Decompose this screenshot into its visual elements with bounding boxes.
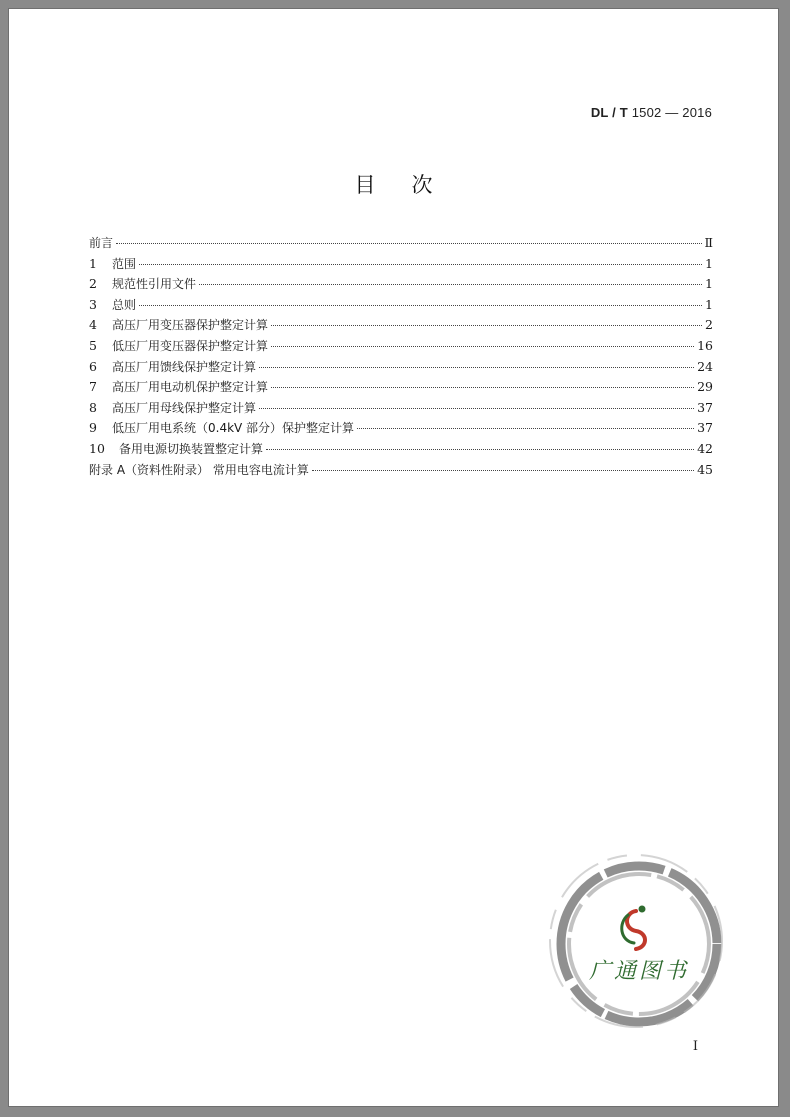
- toc-entry-page: 1: [705, 296, 713, 312]
- toc-entry-number: 7: [89, 379, 97, 395]
- toc-entry-number: 8: [89, 399, 97, 415]
- toc-entry-label: 低压厂用电系统（0.4kV 部分）保护整定计算: [112, 421, 355, 436]
- toc-leader-dots: [259, 408, 694, 409]
- toc-entry-page: Ⅱ: [704, 235, 713, 250]
- toc-leader-dots: [312, 470, 694, 471]
- toc-entry-number: 3: [89, 296, 97, 312]
- toc-entry-label: 前言: [89, 236, 114, 250]
- toc-entry-page: 24: [697, 358, 713, 374]
- toc-leader-dots: [116, 243, 701, 244]
- toc-entry-number: 10: [89, 440, 105, 456]
- publisher-seal: [544, 849, 734, 1039]
- toc-entry-page: 37: [697, 420, 713, 436]
- table-of-contents: [89, 234, 713, 481]
- standard-code: [591, 105, 712, 120]
- toc-entry[interactable]: [89, 296, 713, 317]
- toc-leader-dots: [139, 264, 702, 265]
- toc-entry-label: 备用电源切换装置整定计算: [119, 441, 264, 456]
- toc-title: 目次: [354, 173, 469, 197]
- toc-leader-dots: [259, 367, 694, 368]
- toc-entry-number: 4: [89, 317, 97, 333]
- toc-entry-label: 总则: [112, 297, 137, 312]
- standard-code-number: 1502 — 2016: [631, 105, 712, 120]
- toc-entry[interactable]: [89, 419, 713, 440]
- toc-entry-page: 42: [697, 440, 713, 456]
- seal-brush-ring-icon: [544, 849, 734, 1039]
- toc-leader-dots: [266, 449, 694, 450]
- toc-entry-label: 高压厂用母线保护整定计算: [112, 400, 257, 415]
- document-page: [8, 8, 779, 1107]
- toc-entry-number: 6: [89, 358, 97, 374]
- toc-leader-dots: [271, 325, 702, 326]
- toc-entry[interactable]: [89, 378, 713, 399]
- toc-entry-page: 1: [705, 255, 713, 271]
- toc-entry-label: 高压厂用变压器保护整定计算: [112, 318, 269, 333]
- page-number: I: [692, 1039, 698, 1054]
- toc-entry[interactable]: [89, 316, 713, 337]
- toc-entry[interactable]: [89, 275, 713, 296]
- toc-entry-number: 1: [89, 255, 97, 271]
- toc-entry-page: 45: [697, 461, 713, 477]
- toc-leader-dots: [357, 428, 694, 429]
- standard-code-prefix: DL / T: [590, 105, 628, 120]
- toc-leader-dots: [199, 284, 702, 285]
- toc-leader-dots: [271, 387, 694, 388]
- toc-leader-dots: [271, 346, 694, 347]
- toc-entry[interactable]: [89, 440, 713, 461]
- toc-entry[interactable]: [89, 234, 713, 255]
- toc-entry-label: 高压厂用馈线保护整定计算: [112, 359, 257, 374]
- toc-leader-dots: [139, 305, 702, 306]
- toc-entry-page: 16: [697, 337, 713, 353]
- toc-entry-label: 高压厂用电动机保护整定计算: [112, 380, 269, 395]
- toc-entry[interactable]: [89, 337, 713, 358]
- toc-entry[interactable]: [89, 461, 713, 482]
- seal-text: 广通图书: [588, 959, 689, 984]
- toc-entry-label: 低压厂用变压器保护整定计算: [112, 338, 269, 353]
- toc-entry-label: 规范性引用文件: [112, 277, 197, 292]
- toc-entry-number: 5: [89, 337, 97, 353]
- toc-entry-page: 1: [705, 276, 713, 292]
- toc-entry-label: 范围: [112, 256, 137, 271]
- toc-entry-page: 2: [705, 317, 713, 333]
- toc-entry-number: 2: [89, 276, 97, 292]
- toc-entry[interactable]: [89, 255, 713, 276]
- toc-entry-page: 37: [697, 399, 713, 415]
- toc-entry-label: 附录 A（资料性附录） 常用电容电流计算: [89, 462, 309, 477]
- toc-entry-number: 9: [89, 420, 97, 436]
- toc-entry[interactable]: [89, 399, 713, 420]
- toc-entry-page: 29: [697, 379, 713, 395]
- toc-entry[interactable]: [89, 358, 713, 379]
